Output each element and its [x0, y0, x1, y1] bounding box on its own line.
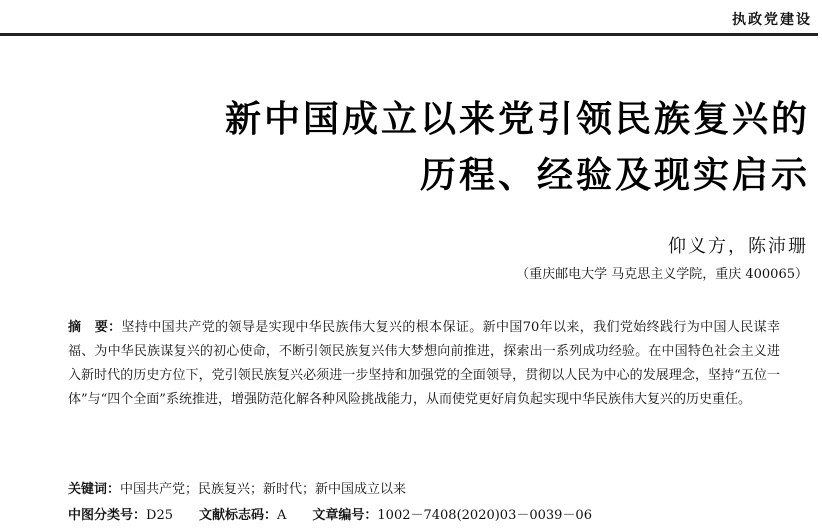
keywords-label: 关键词： — [68, 482, 121, 497]
abstract-label: 摘 要： — [68, 320, 122, 335]
classification-line — [68, 504, 618, 523]
clc-item — [68, 508, 173, 523]
article-no-value: 1002－7408(2020)03－0039－06 — [377, 508, 592, 523]
doc-code-item — [199, 508, 286, 523]
affiliation: （重庆邮电大学 马克思主义学院，重庆 400065） — [516, 267, 808, 282]
article-no-item — [312, 508, 592, 523]
keywords — [68, 478, 406, 497]
title-line-2: 历程、经验及现实启示 — [419, 155, 810, 196]
column-tag: 执政党建设 — [732, 12, 812, 28]
article-no-label: 文章编号： — [312, 508, 378, 523]
abstract-text: 坚持中国共产党的领导是实现中华民族伟大复兴的根本保证。新中国70年以来，我们党始终践行为中国人民谋幸福、为中华民族谋复兴的初心使命，不断引领民族复兴伟大梦想向前推进，探索出一系列成功经验。在中国特色社会主义进入新时代的历史方位下，党引领民族复兴必须进一步坚持和加强党的全面领导，贯彻以人民为中心的发展理念，坚持“五位一体”与“四个全面”系统推进，增强防范化解各种风险挑战能力，从而使党更好肩负起实现中华民族伟大复兴的历史重任。 — [68, 320, 780, 407]
abstract — [68, 316, 780, 412]
clc-value: D25 — [146, 508, 173, 523]
header-rule — [0, 33, 818, 36]
authors: 仰义方，陈沛珊 — [668, 236, 808, 257]
clc-label: 中图分类号： — [68, 508, 147, 523]
doc-code-label: 文献标志码： — [198, 508, 277, 523]
keywords-text: 中国共产党；民族复兴；新时代；新中国成立以来 — [120, 482, 407, 497]
doc-code-value: A — [277, 508, 287, 523]
title-line-1: 新中国成立以来党引领民族复兴的 — [224, 99, 810, 140]
